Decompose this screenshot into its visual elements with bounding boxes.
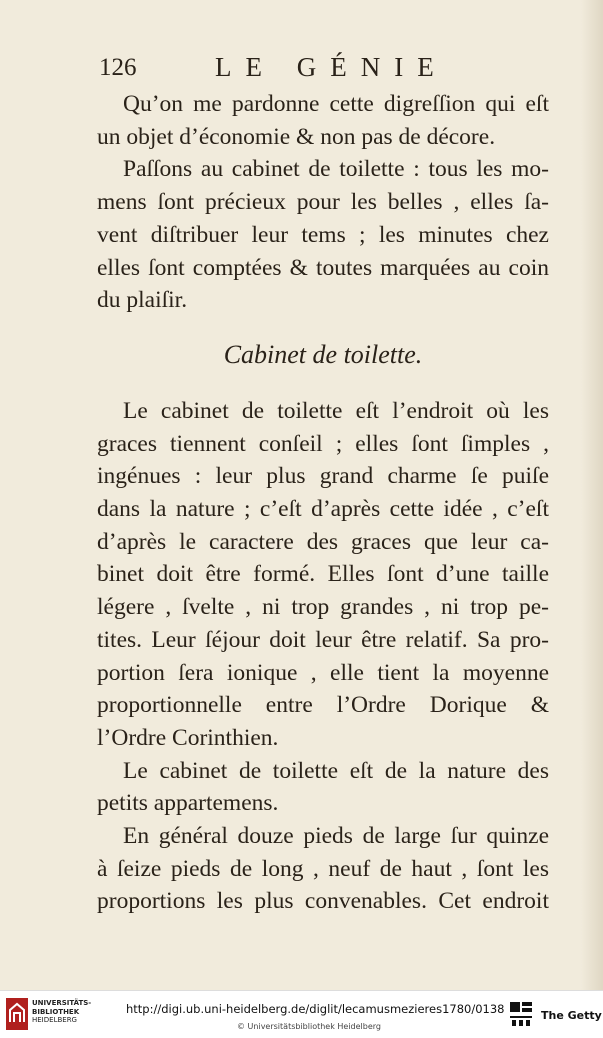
getty-logo-icon[interactable] [508, 1000, 534, 1028]
section-heading: Cabinet de toilette. [223, 339, 423, 369]
text-line: du plaiſir. [97, 287, 188, 314]
page-text [97, 88, 549, 918]
text-line: tites. Leur ſéjour doit leur être relatif. Sa pro- [97, 626, 549, 653]
getty-name: The Getty [541, 1009, 602, 1022]
copyright-notice: © Universitätsbibliothek Heidelberg [237, 1022, 382, 1031]
library-name: UNIVERSITÄTS- BIBLIOTHEK HEIDELBERG [32, 999, 92, 1024]
text-line: Paſſons au cabinet de toilette : tous les mo- [123, 156, 549, 183]
text-line: un objet d’économie & non pas de décore. [97, 123, 496, 150]
text-line: proportions les plus convenables. Cet endroit [97, 888, 549, 915]
text-line: elles ſont comptées & toutes marquées au coin [97, 254, 549, 281]
text-line: d’après le caractere des graces que leur ca- [97, 528, 549, 555]
permalink-url[interactable]: http://digi.ub.uni-heidelberg.de/diglit/lecamusmezieres1780/0138 [126, 1002, 505, 1016]
text-line: En général douze pieds de large ſur quinze [123, 823, 549, 850]
text-line: Le cabinet de toilette eſt l’endroit où les [123, 397, 549, 424]
text-line: l’Ordre Corinthien. [97, 724, 279, 751]
text-line: Le cabinet de toilette eſt de la nature des [123, 757, 549, 784]
page-header [0, 52, 603, 86]
running-title: LE GÉNIE [215, 52, 448, 82]
page-number: 126 [99, 54, 137, 81]
text-line: légere , ſvelte , ni trop grandes , ni trop pe- [97, 594, 549, 621]
text-line: vent diſtribuer leur tems ; les minutes chez [97, 221, 549, 248]
viewer-footer [0, 990, 603, 1038]
text-line: graces tiennent conſeil ; elles ſont ſimples , [97, 430, 549, 457]
text-line: proportionnelle entre l’Ordre Dorique & [97, 692, 549, 719]
text-line: à ſeize pieds de long , neuf de haut , ſont les [97, 855, 549, 882]
text-line: petits appartemens. [97, 790, 279, 817]
text-line: ingénues : leur plus grand charme ſe puiſe [97, 463, 549, 490]
text-line: binet doit être formé. Elles ſont d’une taille [97, 561, 549, 588]
text-line: mens ſont précieux pour les belles , elles ſa- [97, 189, 549, 216]
text-line: dans la nature ; c’eſt d’après cette idée , c’eſt [97, 496, 549, 523]
text-line: Qu’on me pardonne cette digreſſion qui eſt [123, 91, 549, 117]
university-library-logo-icon[interactable] [6, 998, 28, 1030]
text-line: portion ſera ionique , elle tient la moyenne [97, 659, 549, 686]
